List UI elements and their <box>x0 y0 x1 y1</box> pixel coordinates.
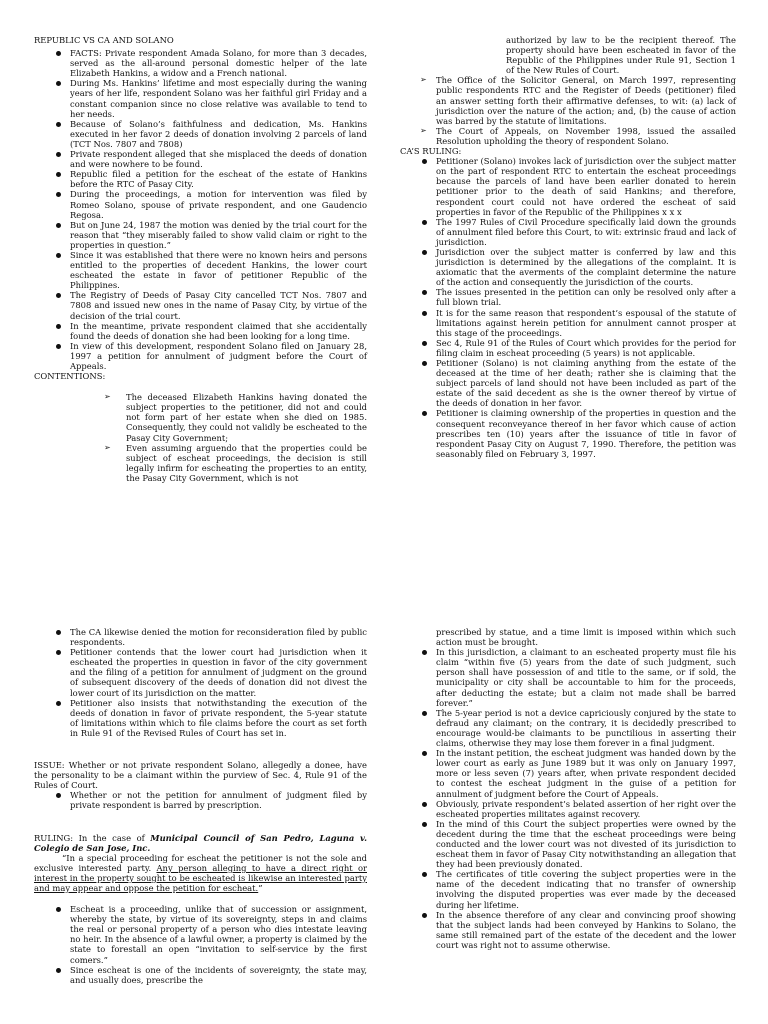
escheat-item: Escheat is a proceeding, unlike that of succession or assignment, whereby the state, by virtue of its sovereignty, steps in and claims the real or personal property of a person who dies intestate leaving no heir. In the absence of a lawful owner, a property is claimed by the state to forestall an open “invitation to self-service by the first comers.” <box>34 904 367 965</box>
procedural-item: ➢ The Office of the Solicitor General, on March 1997, representing public respondents RTC and the Register of Deeds (petitioner) filed an answer setting forth their affirmative defenses, to wit: (a) lack of jurisdiction over the nature of the action; and, (b) the cause of action was barred by the statute of limitations. <box>400 75 736 125</box>
fact-item: During the proceedings, a motion for intervention was filed by Romeo Solano, spouse of private respondent, and one Gaudencio Regosa. <box>34 189 367 219</box>
ca-ruling-heading: CA’S RULING: <box>400 146 462 157</box>
ruling-point-item: In the instant petition, the escheat judgment was handed down by the lower court as early as June 1989 but it was only on January 1997, more or less seven (7) years after, when private respondent decided to contest the escheat judgment in the guise of a petition for annulment of judgment before the Court of Appeals. <box>400 748 736 798</box>
procedural-item: ➢ The Court of Appeals, on November 1998, issued the assailed Resolution upholding the theory of respondent Solano. <box>400 126 736 146</box>
procedural-list <box>400 75 736 146</box>
column-top-right <box>400 35 736 459</box>
contention-item: ➢ The deceased Elizabeth Hankins having donated the subject properties to the petitioner, did not and could not form part of her estate when she died on 1985. Consequently, they could not validly be escheated to the Pasay City Government; <box>104 392 367 442</box>
ruling-points-list <box>400 647 736 950</box>
fact-item: Since it was established that there were no known heirs and persons entitled to the properties of decedent Hankins, the lower court escheated the estate in favor of petitioner Republic of the Philippines. <box>34 250 367 290</box>
ca-ruling-item: Petitioner is claiming ownership of the properties in question and the consequent reconveyance thereof in her favor which cause of action prescribes ten (10) years after the issuance of title in favor of respondent Pasay City on August 7, 1990. Therefore, the petition was seasonably filed on February 3, 1997. <box>400 408 736 458</box>
fact-item: During Ms. Hankins’ lifetime and most especially during the waning years of her life, respondent Solano was her faithful girl Friday and a constant companion since no close relative was available to tend to her needs. <box>34 78 367 118</box>
fact-item: In view of this development, respondent Solano filed on January 28, 1997 a petition for annulment of judgment before the Court of Appeals. <box>34 341 367 371</box>
ca-denial-list <box>34 627 367 738</box>
fact-item: Private respondent alleged that she misplaced the deeds of donation and were nowhere to be found. <box>34 149 367 169</box>
ruling-point-item: In the absence therefore of any clear and convincing proof showing that the subject lands had been conveyed by Hankins to Solano, the same still remained part of the estate of the decedent and the lower court was right not to assume otherwise. <box>400 910 736 950</box>
ruling-paragraph <box>34 833 367 853</box>
contentions-heading: CONTENTIONS: <box>34 371 106 382</box>
ca-ruling-item: Petitioner (Solano) is not claiming anything from the estate of the deceased at the time of her death; rather she is claiming that the subject parcels of land should not have been included as part of the estate of the said decedent as she is the owner thereof by virtue of the deeds of donation in her favor. <box>400 358 736 408</box>
ruling-quote <box>34 853 367 893</box>
ruling-point-item: The certificates of title covering the subject properties were in the name of the decedent indicating that no transfer of ownership involving the disputed properties was ever made by the deceased during her lifetime. <box>400 869 736 909</box>
escheat-item: Since escheat is one of the incidents of sovereignty, the state may, and usually does, prescribe the <box>34 965 367 985</box>
facts-list <box>34 48 367 371</box>
contentions-list <box>34 392 367 483</box>
fact-item: But on June 24, 1987 the motion was denied by the trial court for the reason that “they miserably failed to show valid claim or right to the properties in question.” <box>34 220 367 250</box>
ca-ruling-item: The issues presented in the petition can only be resolved only after a full blown trial. <box>400 287 736 307</box>
ruling-quote-underlined: Any person alleging to have a direct right or interest in the property sought to be escheated is likewise an interested party and may appear and oppose the petition for escheat. <box>34 862 367 893</box>
ruling-point-item: In the mind of this Court the subject properties were owned by the decedent during the time that the escheat proceedings were being conducted and the lower court was not divested of its jurisdiction to escheat them in favor of Pasay City notwithstanding an allegation that they had been previously donated. <box>400 819 736 869</box>
issue-list <box>34 790 367 810</box>
case-title: REPUBLIC VS CA AND SOLANO <box>34 35 174 45</box>
continuation-text: prescribed by statue, and a time limit is imposed within which such action must be brought. <box>436 627 736 648</box>
contention-item: ➢ Even assuming arguendo that the properties could be subject of escheat proceedings, the decision is still legally infirm for escheating the properties to an entity, the Pasay City Government, which is not <box>104 443 367 483</box>
ruling-quote-end: ” <box>258 882 263 893</box>
fact-item: Republic filed a petition for the escheat of the estate of Hankins before the RTC of Pasay City. <box>34 169 367 189</box>
ca-ruling-item: The 1997 Rules of Civil Procedure specifically laid down the grounds of annulment filed before this Court, to wit: extrinsic fraud and lack of jurisdiction. <box>400 217 736 247</box>
fact-item: FACTS: Private respondent Amada Solano, for more than 3 decades, served as the all-around personal domestic helper of the late Elizabeth Hankins, a widow and a French national. <box>34 48 367 78</box>
ca-ruling-item: It is for the same reason that respondent’s espousal of the statute of limitations against herein petition for annulment cannot prosper at this stage of the proceedings. <box>400 308 736 338</box>
fact-item: In the meantime, private respondent claimed that she accidentally found the deeds of donation she had been looking for a long time. <box>34 321 367 341</box>
column-bottom-left <box>34 627 367 985</box>
ca-ruling-item: Petitioner (Solano) invokes lack of jurisdiction over the subject matter on the part of respondent RTC to entertain the escheat proceedings because the parcels of land have been earlier donated to herein petitioner prior to the death of said Hankins; and therefore, respondent court could not have ordered the escheat of said properties in favor of the Republic of the Philippines x x x <box>400 156 736 217</box>
ca-ruling-item: Sec 4, Rule 91 of the Rules of Court which provides for the period for filing claim in escheat proceeding (5 years) is not applicable. <box>400 338 736 358</box>
ca-denial-item: The CA likewise denied the motion for reconsideration filed by public respondents. <box>34 627 367 647</box>
ca-denial-item: Petitioner also insists that notwithstanding the execution of the deeds of donation in favor of private respondent, the 5-year statute of limitations within which to file claims before the court as set forth in Rule 91 of the Revised Rules of Court has set in. <box>34 698 367 738</box>
ruling-quote-plain: “In a special proceeding for escheat the petitioner is not the sole and exclusive interested party. <box>34 852 367 873</box>
ca-ruling-list <box>400 156 736 459</box>
ca-ruling-item: Jurisdiction over the subject matter is conferred by law and this jurisdiction is determined by the allegations of the complaint. It is axiomatic that the averments of the complaint determine the nature of the action and consequently the jurisdiction of the courts. <box>400 247 736 287</box>
escheat-list <box>34 904 367 985</box>
fact-item: The Registry of Deeds of Pasay City cancelled TCT Nos. 7807 and 7808 and issued new ones in the name of Pasay City, by virtue of the decision of the trial court. <box>34 290 367 320</box>
continuation-text: authorized by law to be the recipient thereof. The property should have been escheated in favor of the Republic of the Philippines under Rule 91, Section 1 of the New Rules of Court. <box>506 35 736 76</box>
issue-item: Whether or not the petition for annulment of judgment filed by private respondent is barred by prescription. <box>34 790 367 810</box>
issue-text: ISSUE: Whether or not private respondent Solano, allegedly a donee, have the personality to be a claimant within the purview of Sec. 4, Rule 91 of the Rules of Court. <box>34 760 367 791</box>
ruling-point-item: Obviously, private respondent’s belated assertion of her right over the escheated properties militates against recovery. <box>400 799 736 819</box>
column-top-left <box>34 35 367 483</box>
ruling-case-name: Municipal Council of San Pedro, Laguna v. Colegio de San Jose, Inc. <box>34 832 367 853</box>
fact-item: Because of Solano’s faithfulness and dedication, Ms. Hankins executed in her favor 2 deeds of donation involving 2 parcels of land (TCT Nos. 7807 and 7808) <box>34 119 367 149</box>
ruling-point-item: The 5-year period is not a device capriciously conjured by the state to defraud any claimant; on the contrary, it is decidedly prescribed to encourage would-be claimants to be punctilious in asserting their claims, otherwise they may lose them forever in a final judgment. <box>400 708 736 748</box>
ca-denial-item: Petitioner contends that the lower court had jurisdiction when it escheated the properties in question in favor of the city government and the filing of a petition for annulment of judgment on the ground of subsequent discovery of the deeds of donation did not divest the lower court of its jurisdiction on the matter. <box>34 647 367 697</box>
column-bottom-right <box>400 627 736 950</box>
ruling-prefix: RULING: In the case of <box>34 832 151 843</box>
ruling-point-item: In this jurisdiction, a claimant to an escheated property must file his claim “within five (5) years from the date of such judgment, such person shall have possession of and title to the same, or if sold, the municipality or city shall be accountable to him for the proceeds, after deducting the estate; but a claim not made shall be barred forever.” <box>400 647 736 708</box>
